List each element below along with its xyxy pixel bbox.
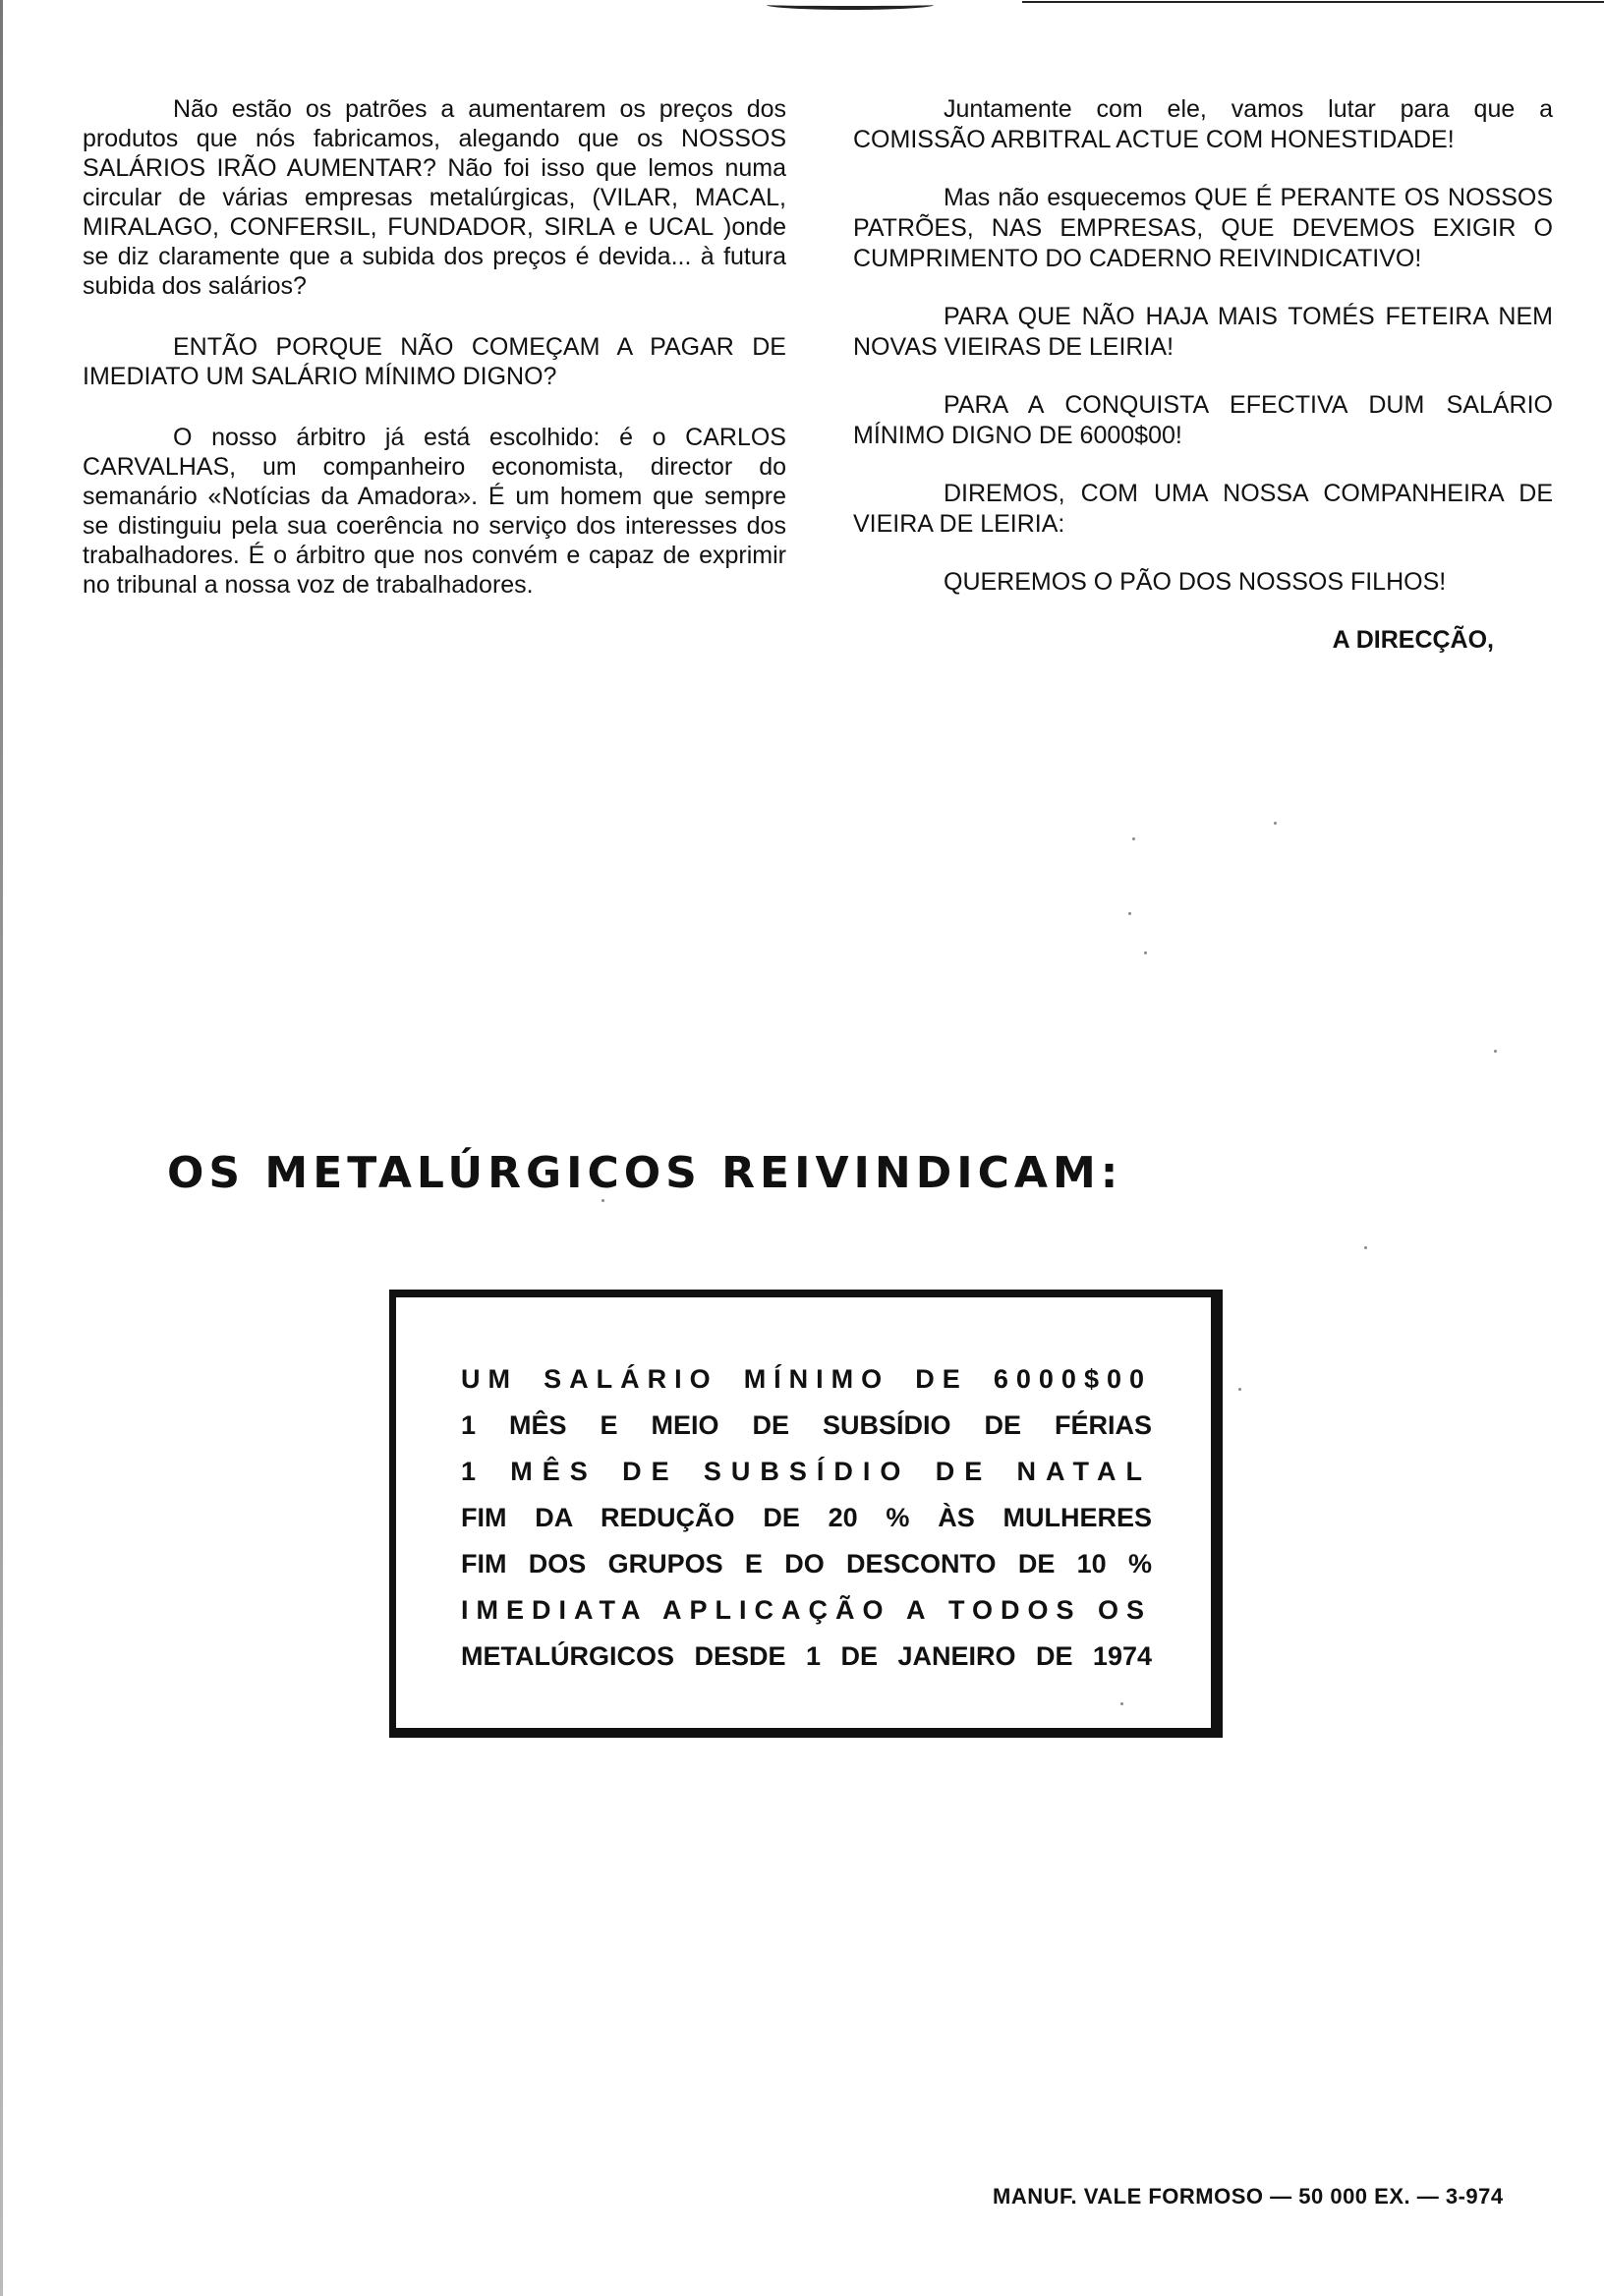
- demand-item: 1 MÊS E MEIO DE SUBSÍDIO DE FÉRIAS: [461, 1410, 1152, 1440]
- page-edge-shadow: [0, 0, 3, 2296]
- ink-speck: [1364, 1246, 1367, 1249]
- print-run-footer: MANUF. VALE FORMOSO — 50 000 EX. — 3-974: [993, 2184, 1504, 2209]
- ink-speck: [1238, 1388, 1241, 1391]
- ink-speck: [1144, 951, 1147, 954]
- left-paragraph-1: Não estão os patrões a aumentarem os preços dos produtos que nós fabricamos, alegando que os NOSSOS SALÁRIOS IRÃO AUMENTAR? Não foi isso que lemos numa circular de várias empresas metalúrgicas, (VILAR, MACAL, MIRALAGO, CONFERSIL, FUNDADOR, SIRLA e UCAL )onde se diz claramente que a subida dos preços é devida... à futura subida dos salários?: [83, 95, 786, 300]
- top-rule: [1022, 1, 1604, 3]
- right-paragraph-5: DIREMOS, COM UMA NOSSA COMPANHEIRA DE VIEIRA DE LEIRIA:: [853, 480, 1553, 538]
- headline: OS METALÚRGICOS REIVINDICAM:: [167, 1148, 1123, 1198]
- demand-item: FIM DA REDUÇÃO DE 20 % ÀS MULHERES: [461, 1503, 1152, 1532]
- right-paragraph-2: Mas não esquecemos QUE É PERANTE OS NOSSOS PATRÕES, NAS EMPRESAS, QUE DEVEMOS EXIGIR O CUMPRIMENTO DO CADERNO REIVINDICATIVO!: [853, 184, 1553, 272]
- ink-speck: [602, 1199, 604, 1202]
- demands-list: [396, 1297, 1211, 1680]
- ink-speck: [1132, 837, 1135, 840]
- ink-speck: [1120, 1702, 1123, 1705]
- right-paragraph-4: PARA A CONQUISTA EFECTIVA DUM SALÁRIO MÍNIMO DIGNO DE 6000$00!: [853, 391, 1553, 449]
- ink-speck: [1494, 1050, 1497, 1053]
- left-paragraph-2: ENTÃO PORQUE NÃO COMEÇAM A PAGAR DE IMEDIATO UM SALÁRIO MÍNIMO DIGNO?: [83, 333, 786, 390]
- right-paragraph-1: Juntamente com ele, vamos lutar para que a COMISSÃO ARBITRAL ACTUE COM HONESTIDADE!: [853, 95, 1553, 153]
- demands-box: [389, 1290, 1223, 1738]
- demand-item: METALÚRGICOS DESDE 1 DE JANEIRO DE 1974: [461, 1641, 1152, 1671]
- demand-item: FIM DOS GRUPOS E DO DESCONTO DE 10 %: [461, 1549, 1152, 1578]
- ink-speck: [1128, 912, 1131, 915]
- demand-item: IMEDIATA APLICAÇÃO A TODOS OS: [461, 1595, 1152, 1625]
- demand-item: UM SALÁRIO MÍNIMO DE 6000$00: [461, 1364, 1152, 1394]
- signature: A DIRECÇÃO,: [1332, 626, 1494, 654]
- right-paragraph-3: PARA QUE NÃO HAJA MAIS TOMÉS FETEIRA NEM NOVAS VIEIRAS DE LEIRIA!: [853, 303, 1553, 361]
- right-column: [853, 94, 1553, 683]
- ink-speck: [1274, 822, 1277, 825]
- left-paragraph-3: O nosso árbitro já está escolhido: é o CARLOS CARVALHAS, um companheiro economista, director do semanário «Notícias da Amadora». É um homem que sempre se distinguiu pela sua coerência no serviço dos interesses dos trabalhadores. É o árbitro que nos convém e capaz de exprimir no tribunal a nossa voz de trabalhadores.: [83, 424, 786, 599]
- demand-item: 1 MÊS DE SUBSÍDIO DE NATAL: [461, 1457, 1152, 1486]
- top-ink-mark: [767, 0, 934, 10]
- left-column: [83, 94, 786, 631]
- right-paragraph-6: QUEREMOS O PÃO DOS NOSSOS FILHOS!: [944, 568, 1447, 596]
